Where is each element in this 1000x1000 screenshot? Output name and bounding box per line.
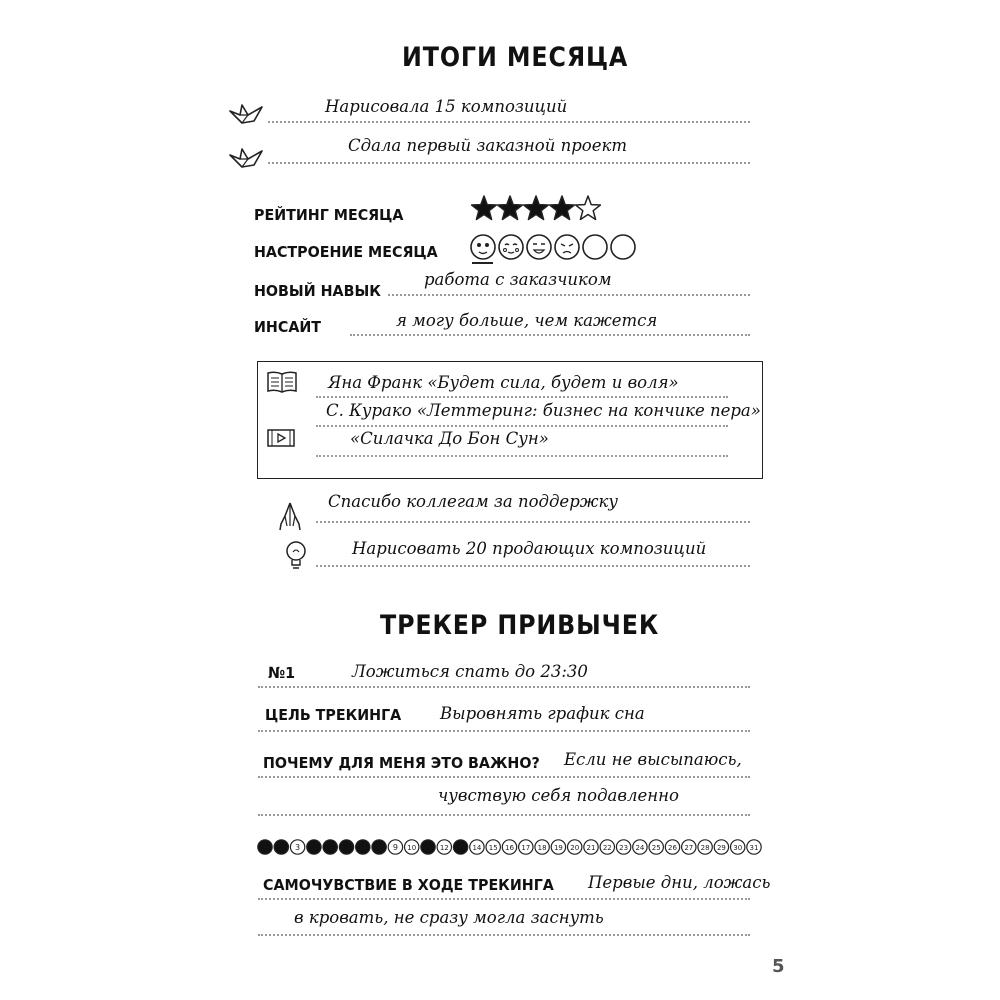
empty-mood-circle <box>611 235 635 259</box>
day-9 <box>388 840 402 854</box>
paper-crane-icon <box>228 101 264 129</box>
svg-text:28: 28 <box>700 844 710 852</box>
why-text-line1: Если не высыпаюсь, <box>564 750 742 769</box>
insight-label: ИНСАЙТ <box>254 318 322 336</box>
day-15 <box>486 840 500 854</box>
svg-text:31: 31 <box>749 844 759 852</box>
insight-line <box>350 334 750 336</box>
svg-text:30: 30 <box>733 844 743 852</box>
day-tracker <box>256 836 776 858</box>
svg-text:27: 27 <box>684 844 694 852</box>
day-26 <box>665 840 679 854</box>
day-done-5 <box>323 840 337 854</box>
gratitude-line <box>316 521 750 523</box>
wellbeing-text-line2: в кровать, не сразу могла заснуть <box>294 908 604 927</box>
star-filled-icon <box>550 196 575 220</box>
achievement-2-text: Сдала первый заказной проект <box>348 136 627 155</box>
day-25 <box>649 840 663 854</box>
day-done-11 <box>421 840 435 854</box>
day-17 <box>519 840 533 854</box>
video-text: «Силачка До Бон Сун» <box>350 429 549 448</box>
tired-face-icon <box>555 235 579 259</box>
day-done-2 <box>274 840 288 854</box>
video-icon <box>266 428 296 448</box>
day-22 <box>600 840 614 854</box>
day-28 <box>698 840 712 854</box>
star-empty-icon <box>576 196 601 220</box>
book-icon <box>266 370 298 394</box>
day-29 <box>714 840 728 854</box>
star-filled-icon <box>472 196 497 220</box>
day-done-8 <box>372 840 386 854</box>
svg-text:17: 17 <box>521 844 531 852</box>
day-3 <box>290 840 304 854</box>
star-filled-icon <box>524 196 549 220</box>
goal-tracking-label: ЦЕЛЬ ТРЕКИНГА <box>265 706 402 724</box>
wellbeing-line-2 <box>258 934 750 936</box>
svg-text:14: 14 <box>472 844 482 852</box>
mood-selector <box>466 232 656 266</box>
svg-text:29: 29 <box>716 844 726 852</box>
why-text-line2: чувствую себя подавленно <box>438 786 679 805</box>
rating-stars <box>470 193 605 223</box>
page-number: 5 <box>772 956 785 977</box>
lightbulb-icon <box>284 540 308 572</box>
day-12 <box>437 840 451 854</box>
day-14 <box>470 840 484 854</box>
day-23 <box>616 840 630 854</box>
svg-text:25: 25 <box>651 844 661 852</box>
video-line <box>316 455 728 457</box>
day-30 <box>731 840 745 854</box>
skill-value: работа с заказчиком <box>424 270 612 289</box>
why-line-1 <box>258 776 750 778</box>
wellbeing-line-1 <box>258 898 750 900</box>
why-line-2 <box>258 814 750 816</box>
praying-hands-icon <box>276 500 304 532</box>
svg-text:23: 23 <box>619 844 629 852</box>
svg-text:21: 21 <box>586 844 596 852</box>
day-31 <box>747 840 761 854</box>
day-done-13 <box>453 840 467 854</box>
skill-label: НОВЫЙ НАВЫК <box>254 282 381 300</box>
svg-text:3: 3 <box>295 843 301 852</box>
day-10 <box>405 840 419 854</box>
book-2-text: С. Курако «Леттеринг: бизнес на кончике пера» <box>326 401 761 420</box>
wellbeing-text-line1: Первые дни, ложась <box>588 873 771 892</box>
goal-line <box>316 565 750 567</box>
day-24 <box>633 840 647 854</box>
day-19 <box>551 840 565 854</box>
habit-line <box>258 686 750 688</box>
svg-text:20: 20 <box>570 844 580 852</box>
svg-text:18: 18 <box>537 844 547 852</box>
smile-face-icon <box>471 235 495 259</box>
goal-tracking-line <box>258 730 750 732</box>
paper-crane-icon <box>228 145 264 173</box>
habit-number: №1 <box>268 664 296 682</box>
svg-text:12: 12 <box>439 844 449 852</box>
book-1-line <box>316 396 728 398</box>
svg-text:22: 22 <box>602 844 612 852</box>
svg-text:15: 15 <box>488 844 498 852</box>
book-1-text: Яна Франк «Будет сила, будет и воля» <box>328 373 679 392</box>
why-label: ПОЧЕМУ ДЛЯ МЕНЯ ЭТО ВАЖНО? <box>263 754 540 772</box>
day-done-7 <box>356 840 370 854</box>
svg-text:16: 16 <box>505 844 514 852</box>
achievement-1-line <box>268 121 750 123</box>
svg-text:26: 26 <box>668 844 677 852</box>
achievement-1-text: Нарисовала 15 композиций <box>325 97 568 116</box>
happy-face-icon <box>527 235 551 259</box>
day-18 <box>535 840 549 854</box>
wellbeing-label: САМОЧУВСТВИЕ В ХОДЕ ТРЕКИНГА <box>263 876 554 894</box>
habit-text: Ложиться спать до 23:30 <box>352 662 588 681</box>
achievement-2-line <box>268 162 750 164</box>
svg-text:9: 9 <box>392 843 398 852</box>
gratitude-text: Спасибо коллегам за поддержку <box>328 492 618 511</box>
svg-text:10: 10 <box>407 844 417 852</box>
star-filled-icon <box>498 196 523 220</box>
goal-tracking-text: Выровнять график сна <box>440 704 645 723</box>
day-20 <box>568 840 582 854</box>
summary-title: ИТОГИ МЕСЯЦА <box>402 42 629 73</box>
goal-text: Нарисовать 20 продающих композиций <box>352 539 707 558</box>
day-21 <box>584 840 598 854</box>
rating-label: РЕЙТИНГ МЕСЯЦА <box>254 206 404 224</box>
svg-text:19: 19 <box>553 844 563 852</box>
skill-line <box>388 294 750 296</box>
day-done-1 <box>258 840 272 854</box>
book-2-line <box>316 425 728 427</box>
day-done-4 <box>307 840 321 854</box>
tracker-title: ТРЕКЕР ПРИВЫЧЕК <box>380 610 660 641</box>
day-27 <box>682 840 696 854</box>
day-16 <box>502 840 516 854</box>
insight-value: я могу больше, чем кажется <box>396 311 658 330</box>
mood-label: НАСТРОЕНИЕ МЕСЯЦА <box>254 243 438 261</box>
day-done-6 <box>339 840 353 854</box>
empty-mood-circle <box>583 235 607 259</box>
svg-text:24: 24 <box>635 844 645 852</box>
blush-face-icon <box>499 235 523 259</box>
